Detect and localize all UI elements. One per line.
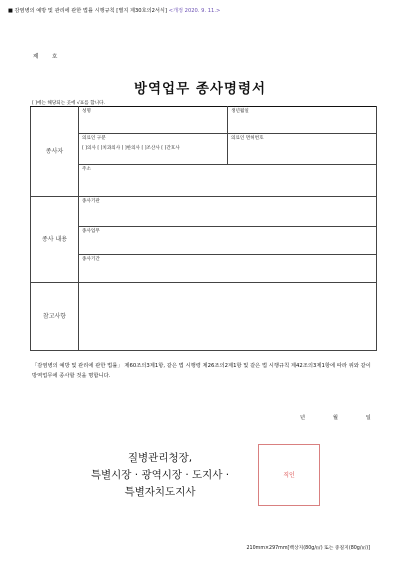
seal-label: 직인 [283,472,295,479]
license-number-label: 의료인 면허번호 [231,136,264,141]
work-section-label: 종사 내용 [31,197,79,283]
remarks-section-label: 참고사항 [31,283,79,351]
amendment-note: <개정 2020. 9. 11.> [168,8,221,14]
form-header-text: ■ 감염병의 예방 및 관리에 관한 법률 시행규칙 [별지 제30호의2서식] [8,8,167,14]
agency-label: 종사기관 [82,199,100,204]
page-title: 방역업무 종사명령서 [133,81,267,97]
address-label: 주소 [82,167,91,172]
name-label: 성명 [82,109,91,114]
birth-date-field[interactable] [228,107,377,134]
day-label: 일 [365,415,375,421]
official-seal-box [258,444,320,506]
month-label: 월 [332,415,342,421]
issuer-line-3: 특별자치도지사 [124,486,196,498]
task-label: 종사업무 [82,229,100,234]
order-form-table [30,106,377,351]
name-field[interactable] [79,107,228,134]
issuer-line-2: 특별시장 · 광역시장 · 도지사 · [90,469,230,481]
birth-date-label: 생년월일 [231,109,249,114]
address-field[interactable] [79,165,377,197]
checkbox-instruction: [ ]에는 해당되는 곳에 √표를 합니다. [32,101,105,106]
period-field[interactable] [79,255,377,283]
license-type-label: 의료인 구분 [82,136,106,141]
remarks-field[interactable] [79,283,377,351]
legal-basis-text: 「감염병의 예방 및 관리에 관한 법률」 제60조의3제1항, 같은 법 시행령 제26조의2제1항 및 같은 법 시행규칙 제42조의3제1항에 따라 위와 같이 방역업무에 종사할 것을 명합니다. [32,363,371,379]
license-type-field[interactable] [79,134,228,165]
license-number-field[interactable] [228,134,377,165]
document-number-label: 제 호 [33,54,64,60]
paper-spec-footer: 210mm×297mm[백상지(80g/㎡) 또는 중질지(80g/㎡)] [246,546,370,551]
license-type-options[interactable]: [ ]의사 [ ]치과의사 [ ]한의사 [ ]조산사 [ ]간호사 [82,146,180,151]
issuer-line-1: 질병관리청장, [127,452,193,464]
worker-section-label: 종사자 [31,107,79,197]
form-header-note [8,7,220,14]
task-field[interactable] [79,227,377,255]
agency-field[interactable] [79,197,377,227]
period-label: 종사기간 [82,257,100,262]
issuer-block [60,450,260,501]
year-label: 년 [300,415,310,421]
issue-date [300,413,393,421]
